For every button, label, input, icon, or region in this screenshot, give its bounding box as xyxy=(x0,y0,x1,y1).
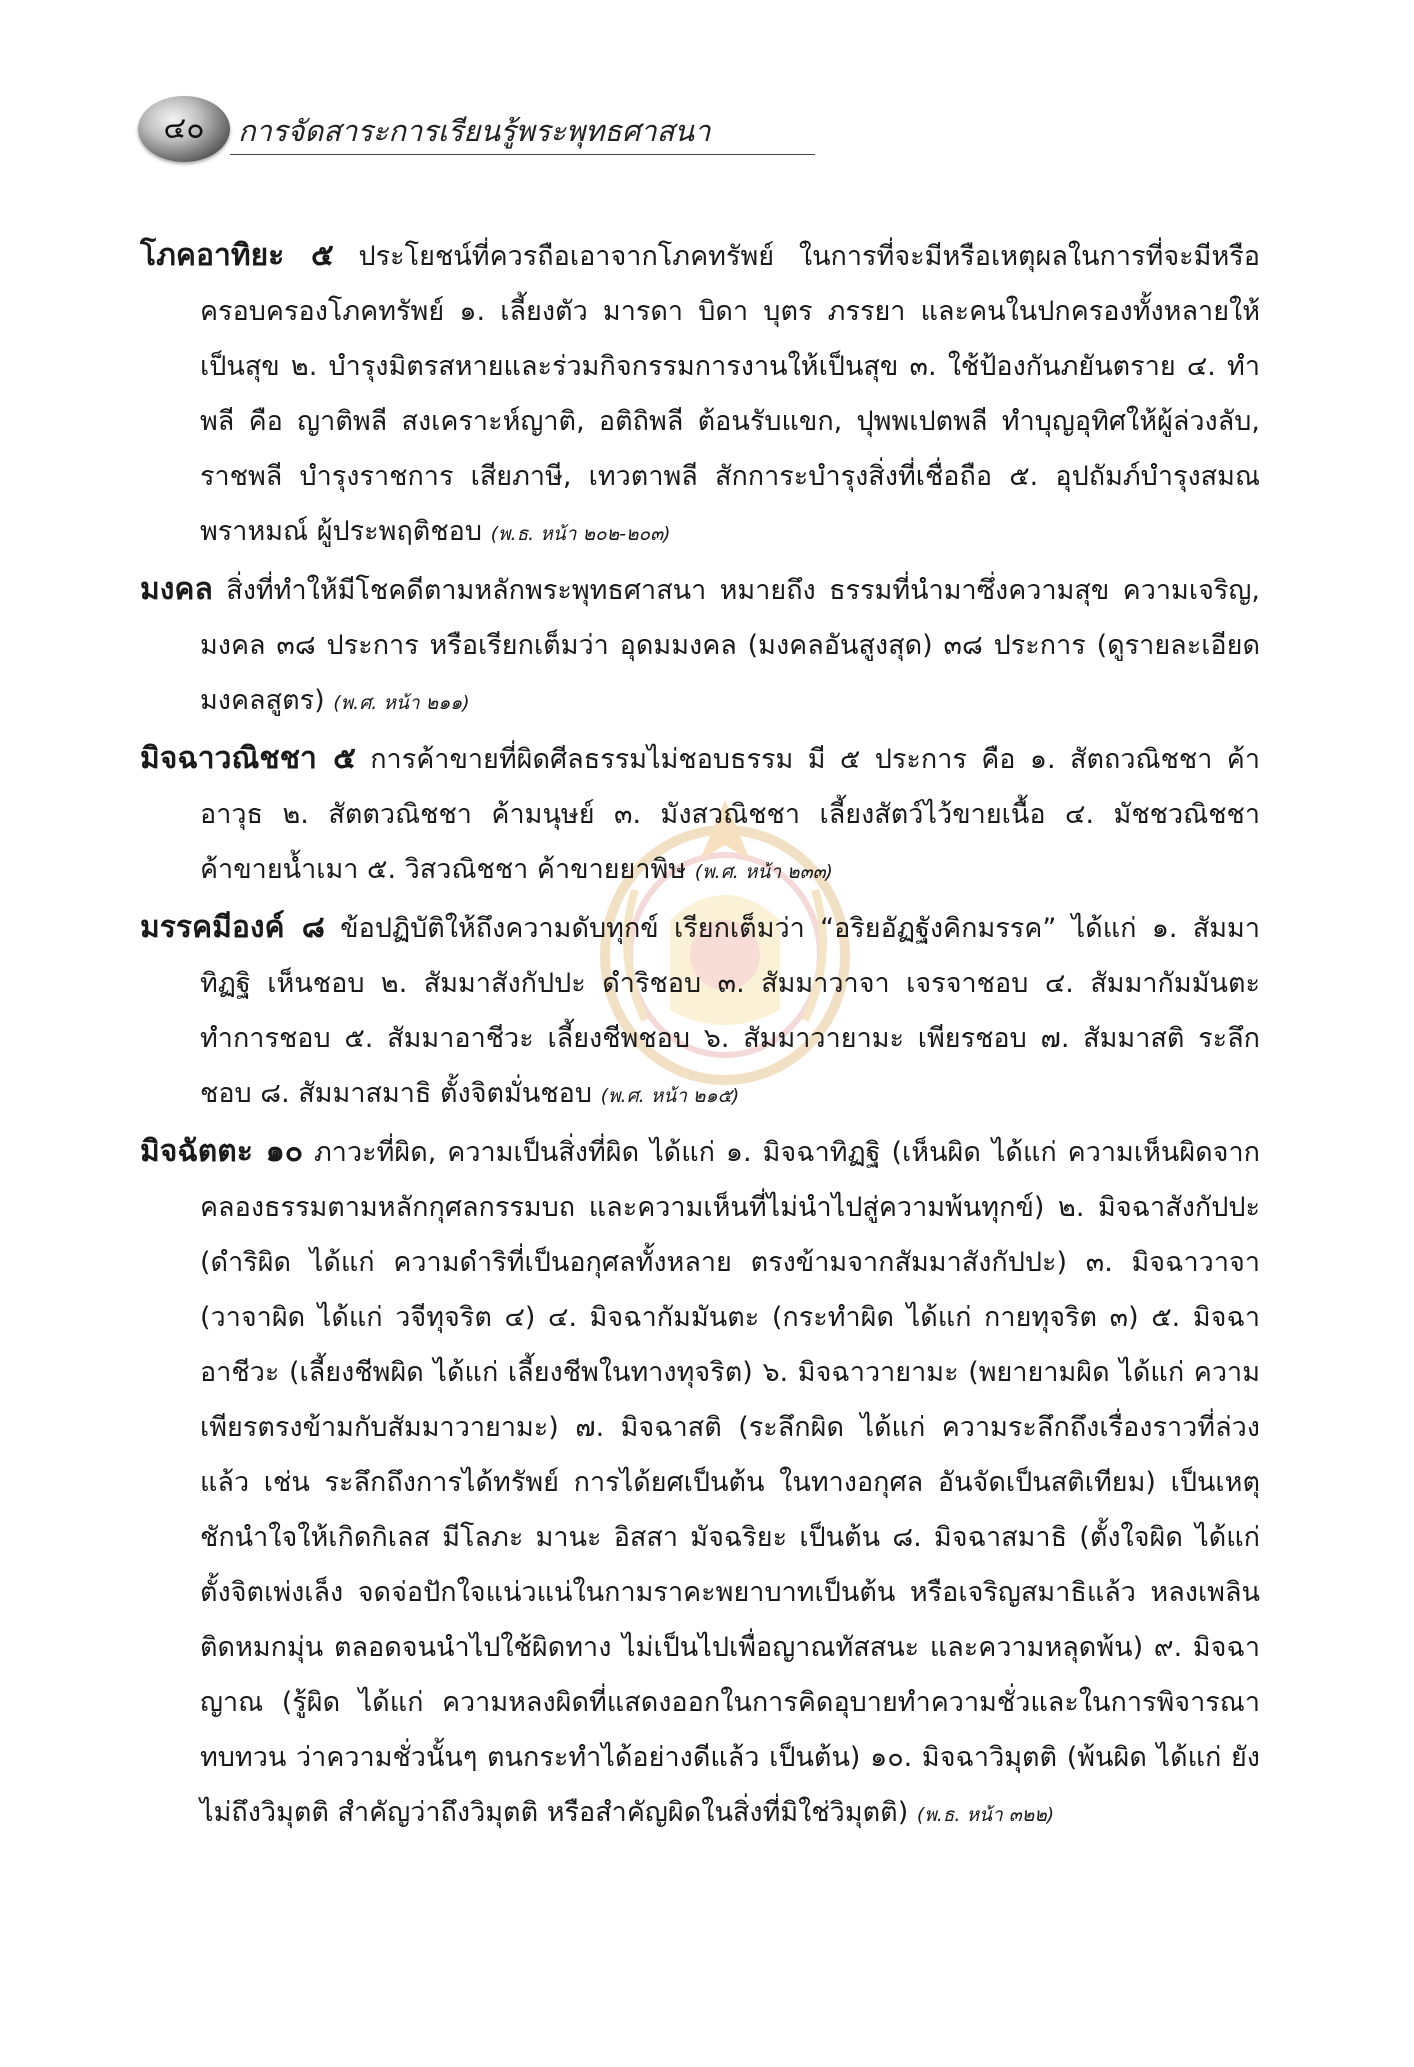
page-header xyxy=(138,96,711,166)
entry-text: การค้าขายที่ผิดศีลธรรมไม่ชอบธรรม มี ๕ ประการ คือ ๑. สัตถวณิชชา ค้าอาวุธ ๒. สัตตวณิชชา ค้ามนุษย์ ๓. มังสวณิชชา เลี้ยงสัตว์ไว้ขายเนื้อ ๔. มัชชวณิชชา ค้าขายน้ำเมา ๕. วิสวณิชชา ค้าขายยาพิษ xyxy=(200,744,1260,885)
entry-term: มงคล xyxy=(140,572,213,607)
entry-reference: (พ.ศ. หน้า ๒๑๕) xyxy=(600,1085,740,1107)
page-number: ๔๐ xyxy=(163,111,205,146)
entry-text: ข้อปฏิบัติให้ถึงความดับทุกข์ เรียกเต็มว่า “อริยอัฏฐังคิกมรรค” ได้แก่ ๑. สัมมาทิฏฐิ เห็นชอบ ๒. สัมมาสังกัปปะ ดำริชอบ ๓. สัมมาวาจา เจรจาชอบ ๔. สัมมากัมมันตะ ทำการชอบ ๕. สัมมาอาชีวะ เลี้ยงชีพชอบ ๖. สัมมาวายามะ เพียรชอบ ๗. สัมมาสติ ระลึกชอบ ๘. สัมมาสมาธิ ตั้งจิตมั่นชอบ xyxy=(200,913,1260,1109)
entry-reference: (พ.ธ. หน้า ๓๒๒) xyxy=(916,1804,1055,1826)
glossary-entry xyxy=(140,900,1260,1124)
glossary-entry xyxy=(140,1124,1260,1843)
entry-term: โภคอาทิยะ ๕ xyxy=(140,238,334,273)
glossary-entry xyxy=(140,562,1260,731)
header-rule xyxy=(230,154,815,155)
glossary-content xyxy=(140,228,1260,1843)
entry-text: ภาวะที่ผิด, ความเป็นสิ่งที่ผิด ได้แก่ ๑. มิจฉาทิฏฐิ (เห็นผิด ได้แก่ ความเห็นผิดจากคลองธรรมตามหลักกุศลกรรมบถ และความเห็นที่ไม่นำไปสู่ความพ้นทุกข์) ๒. มิจฉาสังกัปปะ (ดำริผิด ได้แก่ ความดำริที่เป็นอกุศลทั้งหลาย ตรงข้ามจากสัมมาสังกัปปะ) ๓. มิจฉาวาจา (วาจาผิด ได้แก่ วจีทุจริต ๔) ๔. มิจฉากัมมันตะ (กระทำผิด ได้แก่ กายทุจริต ๓) ๕. มิจฉาอาชีวะ (เลี้ยงชีพผิด ได้แก่ เลี้ยงชีพในทางทุจริต) ๖. มิจฉาวายามะ (พยายามผิด ได้แก่ ความเพียรตรงข้ามกับสัมมาวายามะ) ๗. มิจฉาสติ (ระลึกผิด ได้แก่ ความระลึกถึงเรื่องราวที่ล่วงแล้ว เช่น ระลึกถึงการได้ทรัพย์ การได้ยศเป็นต้น ในทางอกุศล อันจัดเป็นสติเทียม) เป็นเหตุชักนำใจให้เกิดกิเลส มีโลภะ มานะ อิสสา มัจฉริยะ เป็นต้น ๘. มิจฉาสมาธิ (ตั้งใจผิด ได้แก่ ตั้งจิตเพ่งเล็ง จดจ่อปักใจแน่วแน่ในกามราคะพยาบาทเป็นต้น หรือเจริญสมาธิแล้ว หลงเพลิน ติดหมกมุ่น ตลอดจนนำไปใช้ผิดทาง ไม่เป็นไปเพื่อญาณทัสสนะ และความหลุดพ้น) ๙. มิจฉาญาณ (รู้ผิด ได้แก่ ความหลงผิดที่แสดงออกในการคิดอุบายทำความชั่วและในการพิจารณาทบทวน ว่าความชั่วนั้นๆ ตนกระทำได้อย่างดีแล้ว เป็นต้น) ๑๐. มิจฉาวิมุตติ (พ้นผิด ได้แก่ ยังไม่ถึงวิมุตติ สำคัญว่าถึงวิมุตติ หรือสำคัญผิดในสิ่งที่มิใช่วิมุตติ) xyxy=(200,1137,1261,1828)
entry-text: สิ่งที่ทำให้มีโชคดีตามหลักพระพุทธศาสนา หมายถึง ธรรมที่นำมาซึ่งความสุข ความเจริญ, มงคล ๓๘ ประการ หรือเรียกเต็มว่า อุดมมงคล (มงคลอันสูงสุด) ๓๘ ประการ (ดูรายละเอียดมงคลสูตร) xyxy=(200,575,1260,716)
entry-term: มรรคมีองค์ ๘ xyxy=(140,910,325,945)
entry-term: มิจฉาวณิชชา ๕ xyxy=(140,741,356,776)
entry-reference: (พ.ศ. หน้า ๒๓๓) xyxy=(694,861,833,883)
entry-term: มิจฉัตตะ ๑๐ xyxy=(140,1134,304,1169)
entry-reference: (พ.ศ. หน้า ๒๑๑) xyxy=(333,692,470,714)
glossary-entry xyxy=(140,228,1260,562)
glossary-entry xyxy=(140,731,1260,900)
entry-reference: (พ.ธ. หน้า ๒๐๒-๒๐๓) xyxy=(490,523,671,545)
running-title: การจัดสาระการเรียนรู้พระพุทธศาสนา xyxy=(238,114,711,148)
entry-text: ประโยชน์ที่ควรถือเอาจากโภคทรัพย์ ในการที่จะมีหรือเหตุผลในการที่จะมีหรือครอบครองโภคทรัพย์ ๑. เลี้ยงตัว มารดา บิดา บุตร ภรรยา และคนในปกครองทั้งหลายให้เป็นสุข ๒. บำรุงมิตรสหายและร่วมกิจกรรมการงานให้เป็นสุข ๓. ใช้ป้องกันภยันตราย ๔. ทำพลี คือ ญาติพลี สงเคราะห์ญาติ, อติถิพลี ต้อนรับแขก, ปุพพเปตพลี ทำบุญอุทิศให้ผู้ล่วงลับ, ราชพลี บำรุงราชการ เสียภาษี, เทวตาพลี สักการะบำรุงสิ่งที่เชื่อถือ ๕. อุปถัมภ์บำรุงสมณพราหมณ์ ผู้ประพฤติชอบ xyxy=(200,241,1260,547)
